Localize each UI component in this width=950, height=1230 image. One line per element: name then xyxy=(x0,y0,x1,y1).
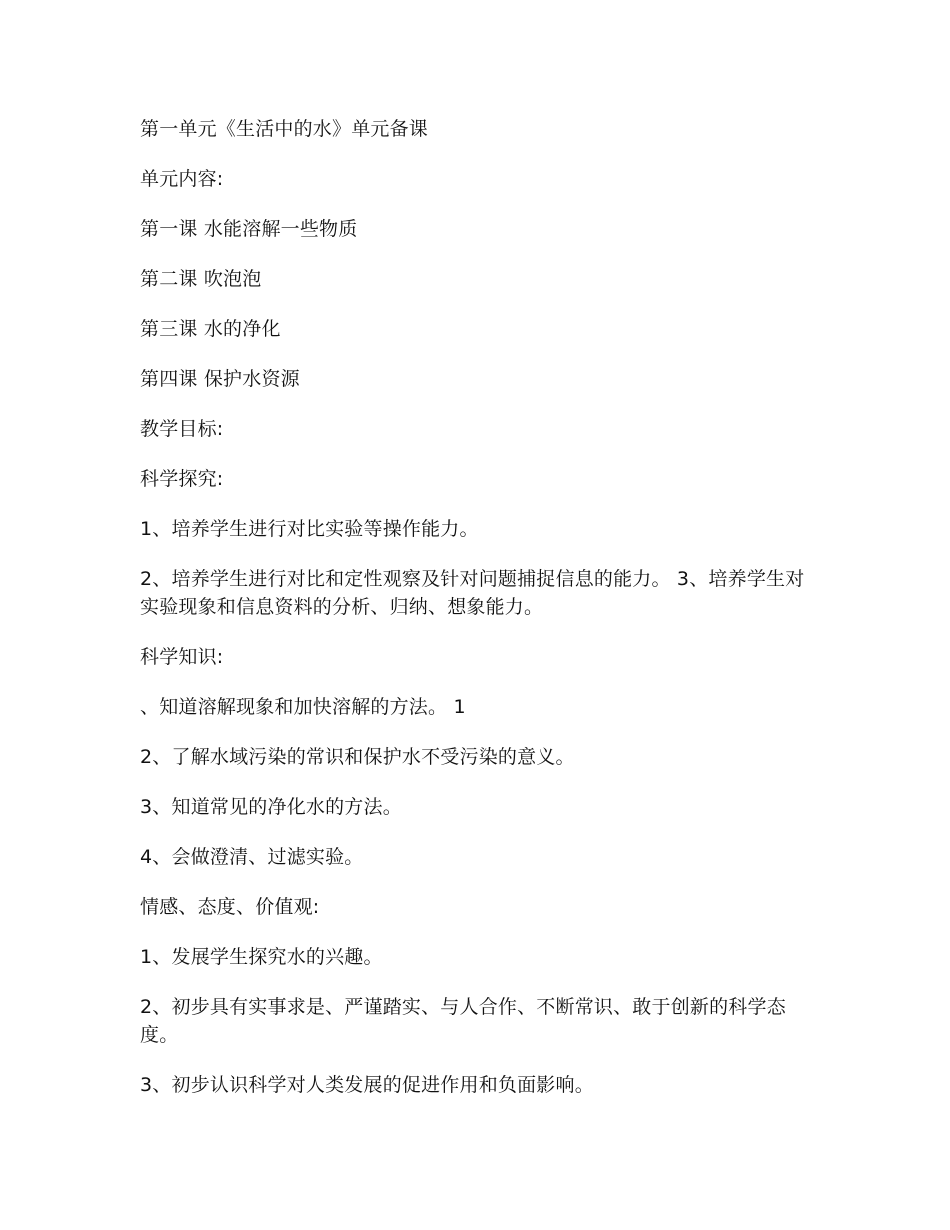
lesson-item-4: 第四课 保护水资源 xyxy=(140,368,300,390)
inquiry-goal-2-3: 2、培养学生进行对比和定性观察及针对问题捕捉信息的能力。 3、培养学生对实验现象和信息资料的分析、归纳、想象能力。 xyxy=(140,568,805,618)
attitude-goal-2: 2、初步具有实事求是、严谨踏实、与人合作、不断常识、敢于创新的科学态度。 xyxy=(140,996,786,1046)
subheading-science-inquiry: 科学探究: xyxy=(140,468,224,490)
attitude-goal-3: 3、初步认识科学对人类发展的促进作用和负面影响。 xyxy=(140,1074,594,1096)
section-heading-unit-content: 单元内容: xyxy=(140,168,224,190)
lesson-item-2: 第二课 吹泡泡 xyxy=(140,268,262,290)
subheading-emotion-attitude-values: 情感、态度、价值观: xyxy=(140,896,320,918)
lesson-item-1: 第一课 水能溶解一些物质 xyxy=(140,218,358,240)
attitude-goal-1: 1、发展学生探究水的兴趣。 xyxy=(140,946,383,968)
section-heading-teaching-goals: 教学目标: xyxy=(140,418,224,440)
knowledge-goal-2: 2、了解水域污染的常识和保护水不受污染的意义。 xyxy=(140,746,575,768)
lesson-item-3: 第三课 水的净化 xyxy=(140,318,281,340)
knowledge-goal-3: 3、知道常见的净化水的方法。 xyxy=(140,796,402,818)
inquiry-goal-1: 1、培养学生进行对比实验等操作能力。 xyxy=(140,518,479,540)
knowledge-goal-4: 4、会做澄清、过滤实验。 xyxy=(140,846,364,868)
subheading-science-knowledge: 科学知识: xyxy=(140,646,224,668)
document-body xyxy=(140,115,808,1121)
knowledge-goal-1: 、知道溶解现象和加快溶解的方法。 1 xyxy=(140,696,466,718)
document-title: 第一单元《生活中的水》单元备课 xyxy=(140,118,429,140)
